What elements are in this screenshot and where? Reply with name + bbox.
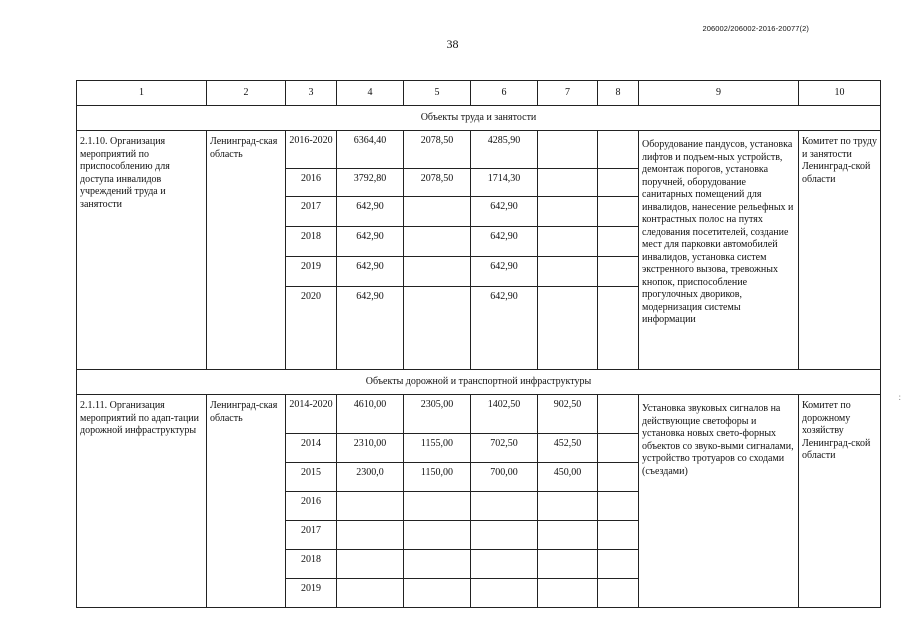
measure-description: Оборудование пандусов, установка лифтов и подъем-ных устройств, демонтаж порогов, установка поручней, оборудование санитарных помещений для инвалидов, нанесение рельефных и контрастных полос на путях следования посетителей, создание мест для парковки автомобилей инвалидов, установка систем экстренного вызова, тревожных кнопок, приспособление прогулочных двориков, модернизация системы информации bbox=[639, 131, 799, 370]
amount-col6: 1714,30 bbox=[471, 169, 538, 197]
amount-total: 6364,40 bbox=[337, 131, 404, 169]
amount-col6 bbox=[471, 492, 538, 521]
amount-col5 bbox=[404, 579, 471, 608]
empty-cell bbox=[598, 169, 639, 197]
period-cell: 2018 bbox=[286, 550, 337, 579]
amount-total: 4610,00 bbox=[337, 395, 404, 434]
amount-col6: 642,90 bbox=[471, 287, 538, 370]
period-cell: 2016 bbox=[286, 169, 337, 197]
empty-cell bbox=[598, 197, 639, 227]
amount-col5 bbox=[404, 257, 471, 287]
program-table bbox=[76, 80, 881, 608]
empty-cell bbox=[598, 492, 639, 521]
section-title-row bbox=[77, 370, 881, 395]
amount-total bbox=[337, 492, 404, 521]
empty-cell bbox=[598, 550, 639, 579]
amount-total bbox=[337, 521, 404, 550]
empty-cell bbox=[598, 131, 639, 169]
column-number: 2 bbox=[207, 81, 286, 106]
period-cell: 2017 bbox=[286, 521, 337, 550]
amount-col6: 642,90 bbox=[471, 197, 538, 227]
column-number: 1 bbox=[77, 81, 207, 106]
amount-col7 bbox=[538, 579, 598, 608]
amount-col5 bbox=[404, 197, 471, 227]
empty-cell bbox=[598, 257, 639, 287]
column-number: 6 bbox=[471, 81, 538, 106]
executor-name: Комитет по дорожному хозяйству Ленинград-ской области bbox=[799, 395, 881, 608]
table-row bbox=[77, 131, 881, 169]
column-number: 5 bbox=[404, 81, 471, 106]
amount-col6: 702,50 bbox=[471, 434, 538, 463]
section-title-row bbox=[77, 106, 881, 131]
measure-description: Установка звуковых сигналов на действующие светофоры и установка новых свето-форных объектов со звуко-выми сигналами, устройство тротуаров со сходами (съездами) bbox=[639, 395, 799, 608]
period-cell: 2016 bbox=[286, 492, 337, 521]
amount-total bbox=[337, 550, 404, 579]
empty-cell bbox=[598, 227, 639, 257]
column-number-row bbox=[77, 81, 881, 106]
amount-col6: 700,00 bbox=[471, 463, 538, 492]
period-cell: 2019 bbox=[286, 257, 337, 287]
section-title: Объекты дорожной и транспортной инфраструктуры bbox=[77, 370, 881, 395]
empty-cell bbox=[598, 287, 639, 370]
empty-cell bbox=[598, 434, 639, 463]
empty-cell bbox=[598, 395, 639, 434]
amount-col5: 1150,00 bbox=[404, 463, 471, 492]
margin-mark: : bbox=[898, 392, 901, 402]
amount-col6: 4285,90 bbox=[471, 131, 538, 169]
period-cell: 2017 bbox=[286, 197, 337, 227]
column-number: 7 bbox=[538, 81, 598, 106]
amount-total: 2310,00 bbox=[337, 434, 404, 463]
amount-total: 642,90 bbox=[337, 197, 404, 227]
amount-col7 bbox=[538, 550, 598, 579]
amount-col7: 450,00 bbox=[538, 463, 598, 492]
amount-col5: 2305,00 bbox=[404, 395, 471, 434]
amount-col7 bbox=[538, 287, 598, 370]
amount-col5: 2078,50 bbox=[404, 169, 471, 197]
amount-total: 2300,0 bbox=[337, 463, 404, 492]
amount-col6: 642,90 bbox=[471, 257, 538, 287]
amount-col5 bbox=[404, 287, 471, 370]
amount-total: 642,90 bbox=[337, 227, 404, 257]
empty-cell bbox=[598, 521, 639, 550]
amount-col7: 452,50 bbox=[538, 434, 598, 463]
amount-total: 642,90 bbox=[337, 257, 404, 287]
period-cell: 2018 bbox=[286, 227, 337, 257]
amount-col5: 1155,00 bbox=[404, 434, 471, 463]
column-number: 9 bbox=[639, 81, 799, 106]
period-cell: 2014-2020 bbox=[286, 395, 337, 434]
amount-col5 bbox=[404, 227, 471, 257]
period-cell: 2020 bbox=[286, 287, 337, 370]
column-number: 4 bbox=[337, 81, 404, 106]
amount-col5 bbox=[404, 492, 471, 521]
region-name: Ленинград-ская область bbox=[207, 395, 286, 608]
amount-col7 bbox=[538, 521, 598, 550]
document-code: 206002/206002-2016-20077(2) bbox=[702, 24, 809, 33]
amount-col5: 2078,50 bbox=[404, 131, 471, 169]
column-number: 10 bbox=[799, 81, 881, 106]
empty-cell bbox=[598, 463, 639, 492]
table-row bbox=[77, 395, 881, 434]
amount-col6: 1402,50 bbox=[471, 395, 538, 434]
amount-col5 bbox=[404, 550, 471, 579]
amount-total: 642,90 bbox=[337, 287, 404, 370]
empty-cell bbox=[598, 579, 639, 608]
column-number: 8 bbox=[598, 81, 639, 106]
amount-total: 3792,80 bbox=[337, 169, 404, 197]
period-cell: 2016-2020 bbox=[286, 131, 337, 169]
amount-col7 bbox=[538, 492, 598, 521]
measure-name: 2.1.10. Организация мероприятий по приспособлению для доступа инвалидов учреждений труда и занятости bbox=[77, 131, 207, 370]
executor-name: Комитет по труду и занятости Ленинград-ской области bbox=[799, 131, 881, 370]
amount-col6 bbox=[471, 579, 538, 608]
amount-col6 bbox=[471, 550, 538, 579]
amount-total bbox=[337, 579, 404, 608]
amount-col6 bbox=[471, 521, 538, 550]
amount-col7 bbox=[538, 257, 598, 287]
region-name: Ленинград-ская область bbox=[207, 131, 286, 370]
measure-name: 2.1.11. Организация мероприятий по адап-тации дорожной инфраструктуры bbox=[77, 395, 207, 608]
amount-col7 bbox=[538, 169, 598, 197]
amount-col7 bbox=[538, 227, 598, 257]
amount-col7 bbox=[538, 197, 598, 227]
amount-col6: 642,90 bbox=[471, 227, 538, 257]
period-cell: 2014 bbox=[286, 434, 337, 463]
page-number: 38 bbox=[446, 37, 459, 51]
section-title: Объекты труда и занятости bbox=[77, 106, 881, 131]
column-number: 3 bbox=[286, 81, 337, 106]
amount-col7 bbox=[538, 131, 598, 169]
amount-col7: 902,50 bbox=[538, 395, 598, 434]
period-cell: 2019 bbox=[286, 579, 337, 608]
period-cell: 2015 bbox=[286, 463, 337, 492]
amount-col5 bbox=[404, 521, 471, 550]
